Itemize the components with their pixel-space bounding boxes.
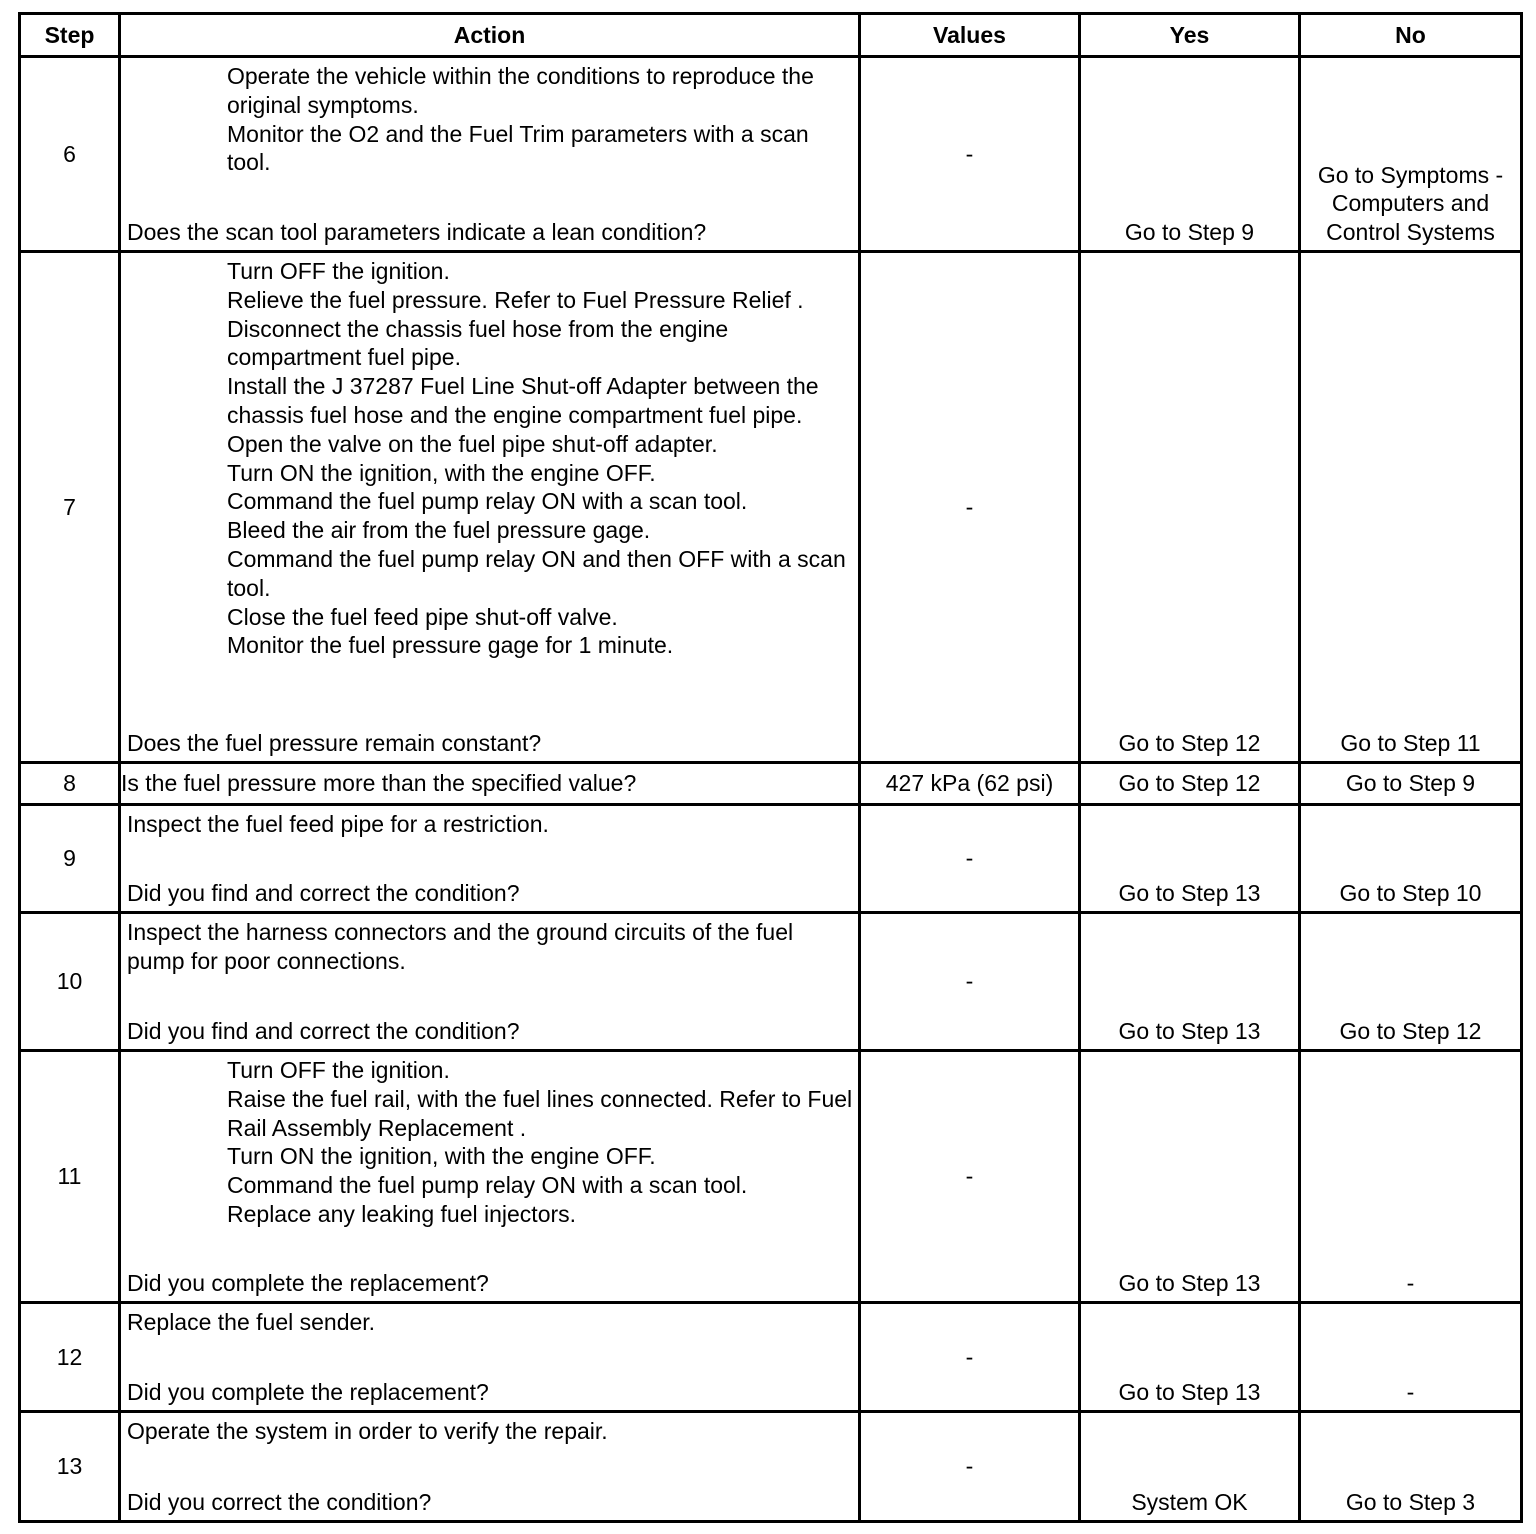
values-cell: -: [860, 913, 1080, 1051]
step-number: 9: [20, 805, 120, 913]
action-step: Close the fuel feed pipe shut-off valve.: [227, 603, 618, 630]
action-steps: [121, 253, 858, 660]
action-step: Raise the fuel rail, with the fuel lines connected. Refer to Fuel Rail Assembly Replacement .: [227, 1085, 853, 1141]
no-cell: -: [1300, 1051, 1522, 1303]
table-row-step-11: [20, 1051, 1522, 1303]
action-step: Turn OFF the ignition.: [227, 1057, 450, 1083]
action-intro: Replace the fuel sender.: [127, 1309, 376, 1335]
action-step: Replace any leaking fuel injectors.: [227, 1200, 577, 1227]
action-cell: [120, 1412, 860, 1522]
action-cell: [120, 1303, 860, 1412]
action-question: Did you complete the replacement?: [127, 1379, 489, 1406]
action-cell: [120, 1051, 860, 1303]
action-cell: [120, 252, 860, 763]
table-row-step-9: [20, 805, 1522, 913]
action-intro: Operate the system in order to verify the repair.: [127, 1418, 608, 1444]
header-action: Action: [120, 14, 860, 57]
values-cell: -: [860, 1051, 1080, 1303]
action-step: Open the valve on the fuel pipe shut-off adapter.: [227, 430, 718, 457]
header-no: No: [1300, 14, 1522, 57]
action-question: Did you complete the replacement?: [127, 1270, 489, 1297]
no-cell: Go to Step 11: [1300, 252, 1522, 763]
step-number: 10: [20, 913, 120, 1051]
values-cell: 427 kPa (62 psi): [860, 763, 1080, 805]
step-number: 13: [20, 1412, 120, 1522]
header-step: Step: [20, 14, 120, 57]
action-step: Install the J 37287 Fuel Line Shut-off Adapter between the chassis fuel hose and the engine compartment fuel pipe.: [227, 373, 819, 428]
yes-cell: System OK: [1080, 1412, 1300, 1522]
no-cell: Go to Step 9: [1300, 763, 1522, 805]
header-values: Values: [860, 14, 1080, 57]
yes-cell: Go to Step 13: [1080, 1303, 1300, 1412]
action-question: Did you find and correct the condition?: [127, 1018, 520, 1045]
table-row-step-8: [20, 763, 1522, 805]
action-step: Command the fuel pump relay ON with a scan tool.: [227, 1172, 748, 1199]
action-step: Relieve the fuel pressure. Refer to Fuel Pressure Relief .: [227, 286, 804, 313]
action-step: Command the fuel pump relay ON with a scan tool.: [227, 488, 748, 515]
table-row-step-13: [20, 1412, 1522, 1522]
step-number: 8: [20, 763, 120, 805]
diagnostic-table: [18, 12, 1523, 1523]
values-cell: -: [860, 805, 1080, 913]
step-number: 7: [20, 252, 120, 763]
no-cell: -: [1300, 1303, 1522, 1412]
action-cell: [120, 805, 860, 913]
action-cell: [120, 913, 860, 1051]
action-step: Bleed the air from the fuel pressure gage.: [227, 517, 651, 544]
table-row-step-7: [20, 252, 1522, 763]
yes-cell: Go to Step 12: [1080, 763, 1300, 805]
action-question: Does the fuel pressure remain constant?: [127, 730, 542, 757]
values-cell: -: [860, 1412, 1080, 1522]
step-number: 6: [20, 57, 120, 252]
no-cell: Go to Step 3: [1300, 1412, 1522, 1522]
table-row-step-12: [20, 1303, 1522, 1412]
no-cell: Go to Step 12: [1300, 913, 1522, 1051]
yes-cell: Go to Step 13: [1080, 913, 1300, 1051]
values-cell: -: [860, 1303, 1080, 1412]
action-question: Did you find and correct the condition?: [127, 880, 520, 907]
action-step: Monitor the O2 and the Fuel Trim parameters with a scan tool.: [227, 120, 809, 176]
step-number: 12: [20, 1303, 120, 1412]
yes-cell: Go to Step 9: [1080, 57, 1300, 252]
action-question: Is the fuel pressure more than the specified value?: [120, 763, 860, 805]
action-step: Disconnect the chassis fuel hose from the engine compartment fuel pipe.: [227, 315, 729, 371]
action-question: Did you correct the condition?: [127, 1489, 432, 1516]
yes-cell: Go to Step 13: [1080, 805, 1300, 913]
table-row-step-6: [20, 57, 1522, 252]
yes-cell: Go to Step 12: [1080, 252, 1300, 763]
values-cell: -: [860, 252, 1080, 763]
step-number: 11: [20, 1051, 120, 1303]
action-step: Turn OFF the ignition.: [227, 258, 450, 284]
action-step: Operate the vehicle within the conditions to reproduce the original symptoms.: [227, 63, 814, 118]
no-cell: Go to Step 10: [1300, 805, 1522, 913]
action-steps: [121, 58, 858, 177]
action-step: Turn ON the ignition, with the engine OFF.: [227, 459, 656, 486]
action-intro: Inspect the harness connectors and the ground circuits of the fuel pump for poor connections.: [127, 919, 794, 974]
action-step: Monitor the fuel pressure gage for 1 minute.: [227, 632, 674, 659]
table-row-step-10: [20, 913, 1522, 1051]
action-cell: [120, 57, 860, 252]
header-yes: Yes: [1080, 14, 1300, 57]
action-intro: Inspect the fuel feed pipe for a restriction.: [127, 811, 549, 837]
action-step: Command the fuel pump relay ON and then OFF with a scan tool.: [227, 545, 846, 601]
yes-cell: Go to Step 13: [1080, 1051, 1300, 1303]
action-step: Turn ON the ignition, with the engine OFF.: [227, 1143, 656, 1170]
action-steps: [121, 1052, 858, 1229]
header-row: [20, 14, 1522, 57]
no-cell: Go to Symptoms - Computers and Control Systems: [1300, 57, 1522, 252]
values-cell: -: [860, 57, 1080, 252]
action-question: Does the scan tool parameters indicate a lean condition?: [127, 219, 707, 246]
